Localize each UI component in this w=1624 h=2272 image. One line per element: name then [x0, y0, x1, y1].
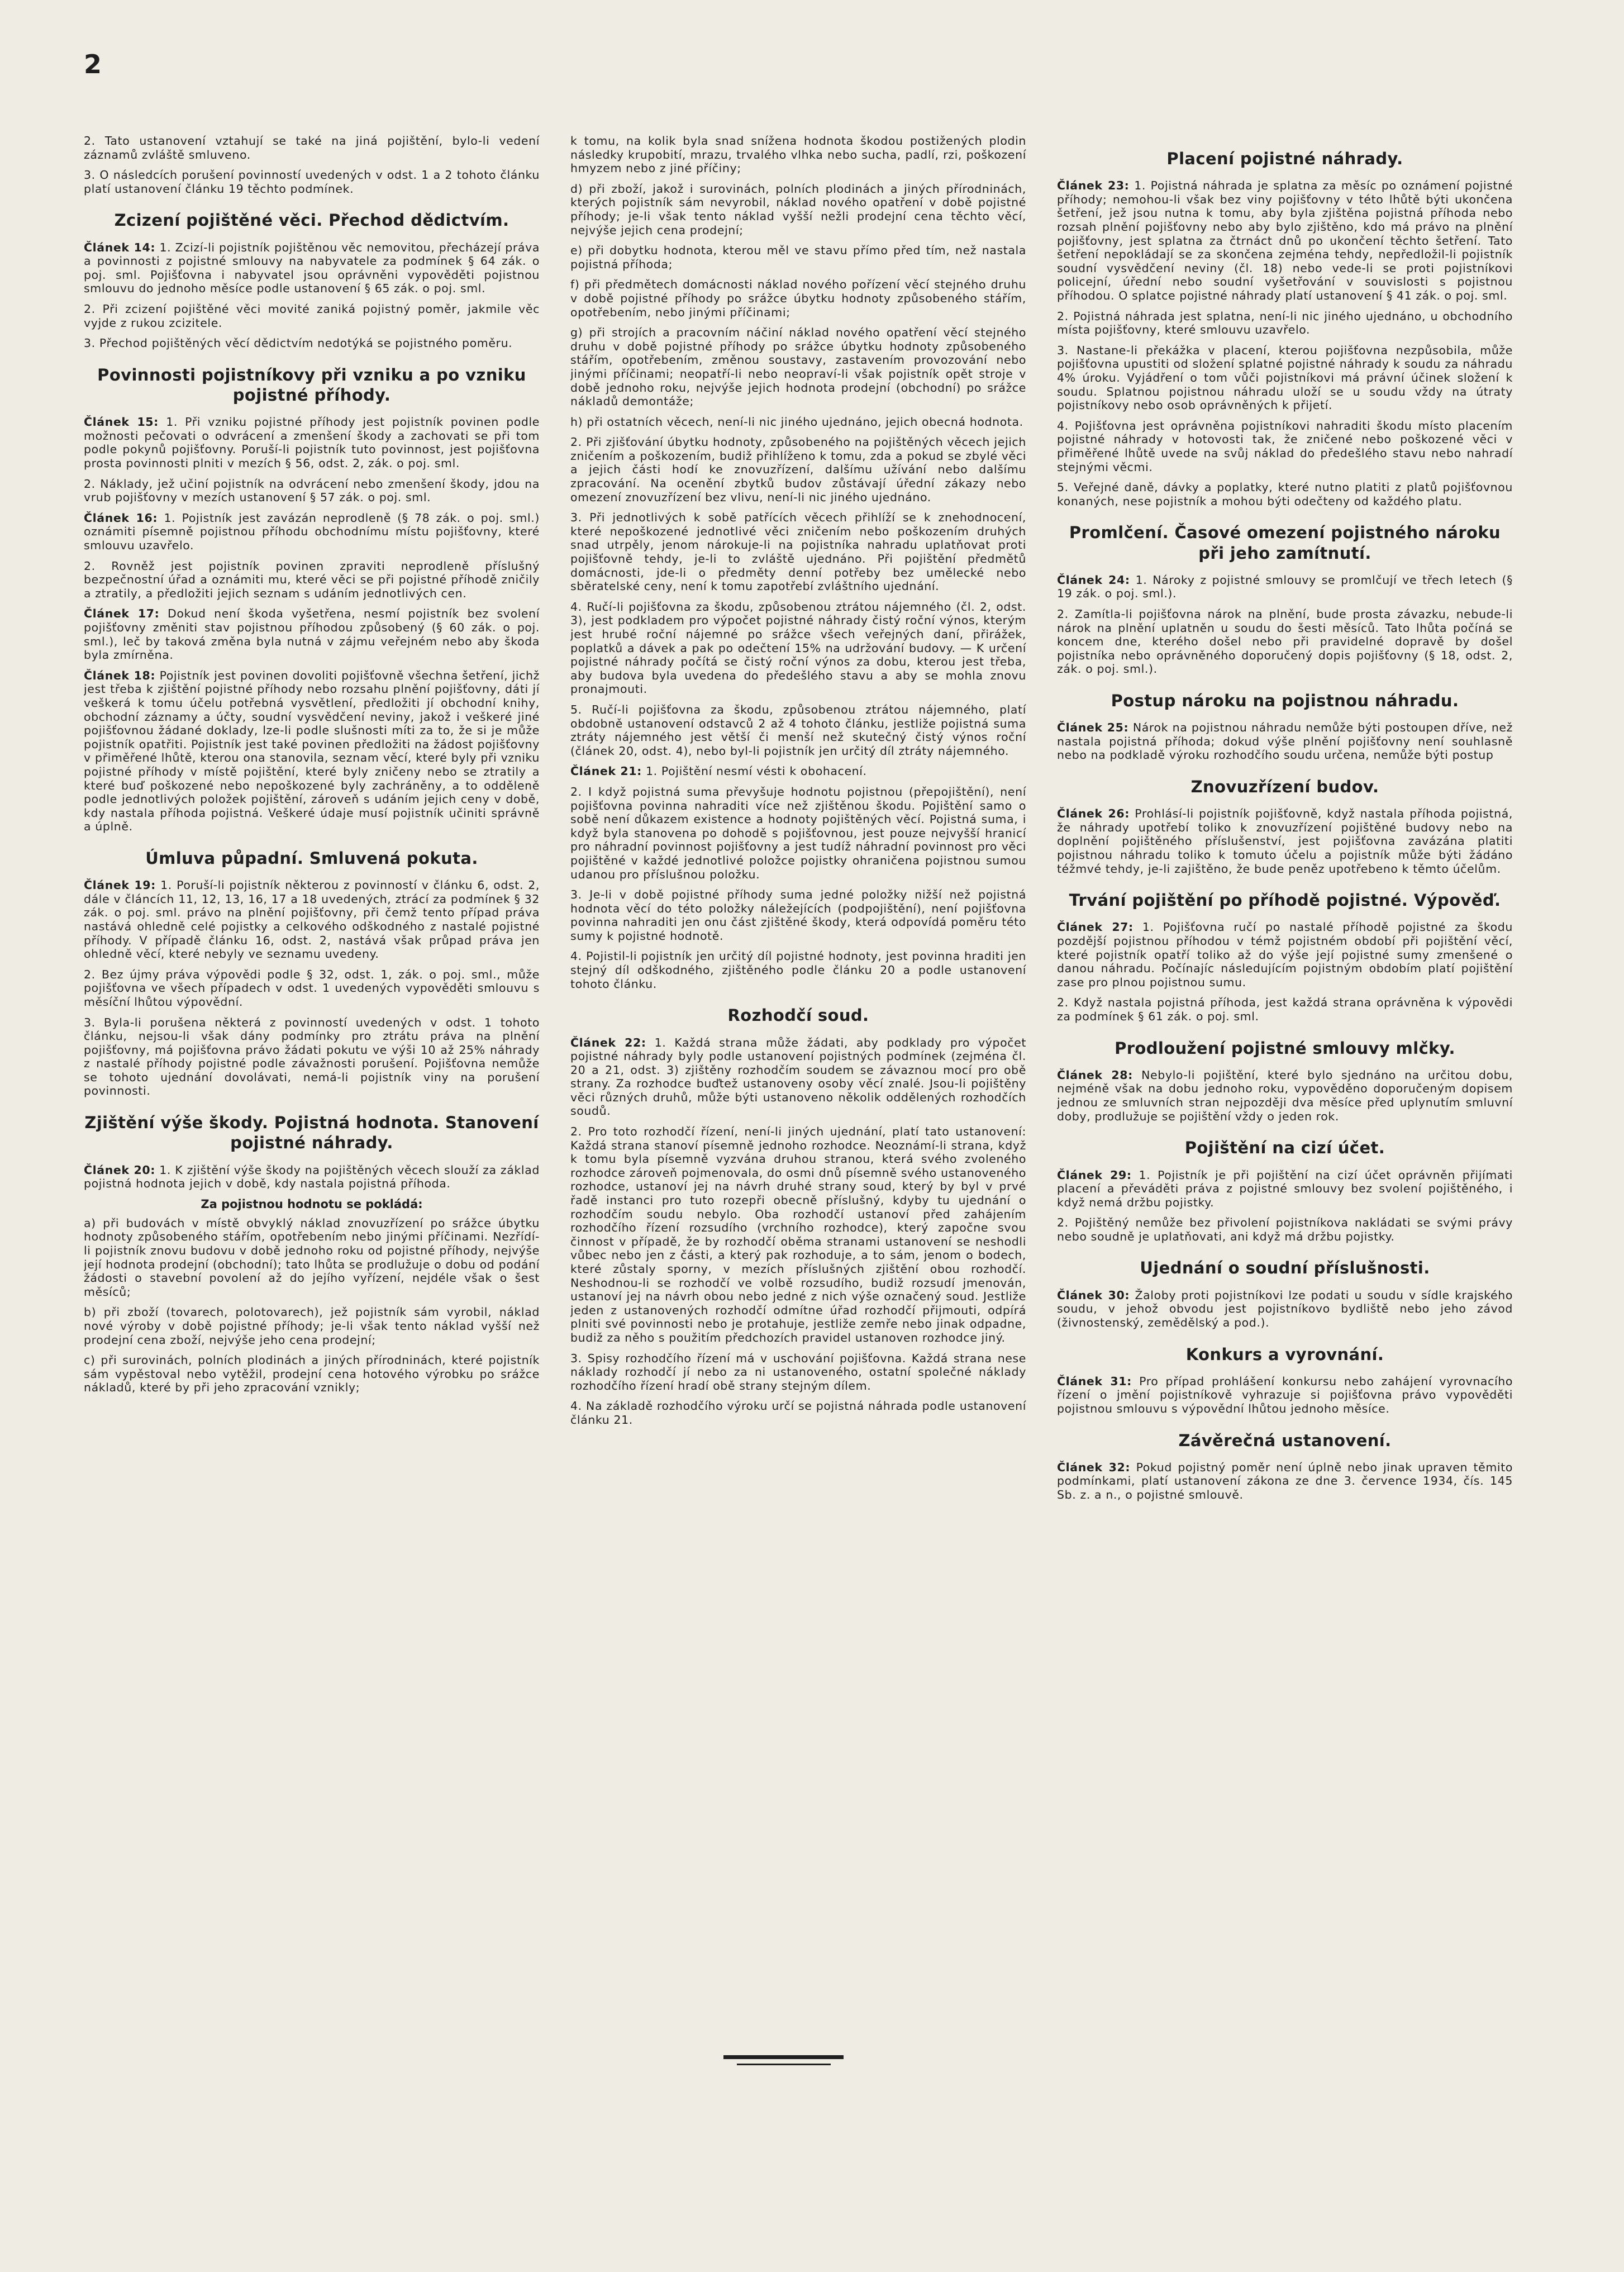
paragraph: a) při budovách v místě obvyklý náklad znovuzřízení po srážce úbytku hodnoty způsobeného stářím, opotřebením nebo jinými příčinami. Nezřídí-li pojistník znovu budovu v době jednoho roku od pojistné příhody, nejvýše její hodnota prodejní (obchodní); tato lhůta se prodlužuje o dobu od podání žádosti o stavební povolení až do jejího vyřízení, nejdéle však o šest měsíců;: [84, 1216, 540, 1299]
paragraph: g) při strojích a pracovním náčiní náklad nového opatření věcí stejného druhu v době pojistné příhody po srážce úbytku hodnoty způsobeného stářím, opotřebením, změnou soustavy, zastavením provozování nebo jinými příčinami; neopatří-li nebo neopraví-li však pojistník opět stroje v době jednoho roku, nejvýše jejich hodnota prodejní (obchodní) po srážce nákladů demontáže;: [570, 326, 1026, 408]
paragraph: b) při zboží (tovarech, polotovarech), jež pojistník sám vyrobil, náklad nové výroby v době pojistné příhody; je-li však tento náklad vyšší než prodejní cena zboží, nejvýše jeho cena prodejní;: [84, 1305, 540, 1347]
article-label: Článek 19:: [84, 878, 156, 892]
paragraph: 5. Veřejné daně, dávky a poplatky, které nutno platiti z platů pojišťovnou konaných, nese pojistník a mohou býti odečteny od každého platu.: [1057, 481, 1513, 508]
paragraph-text: 1. Nároky z pojistné smlouvy se promlčují ve třech letech (§ 19 zák. o poj. sml.).: [1057, 573, 1513, 601]
article-label: Článek 15:: [84, 415, 159, 429]
paragraph: 2. Bez újmy práva výpovědi podle § 32, odst. 1, zák. o poj. sml., může pojišťovna ve všech případech v odst. 1 uvedených vypověděti smlouvu s měsíční lhůtou výpovědní.: [84, 967, 540, 1009]
article-label: Článek 31:: [1057, 1374, 1132, 1388]
paragraph: [84, 878, 540, 961]
paragraph: [84, 669, 540, 834]
paragraph: [1057, 807, 1513, 876]
article-label: Článek 22:: [570, 1035, 646, 1049]
article-label: Článek 30:: [1057, 1288, 1130, 1302]
article-label: Článek 20:: [84, 1163, 156, 1177]
section-heading: Povinnosti pojistníkovy při vzniku a po vzniku pojistné příhody.: [97, 365, 526, 405]
section-heading: Pojištění na cizí účet.: [1184, 1138, 1385, 1158]
paragraph: [84, 1163, 540, 1191]
paragraph: 3. Při jednotlivých k sobě patřících věcech přihlíží se k znehodnocení, které nepoškozené jednotlivé věci zničením nebo poškozením druhých snad utrpěly, jenom nárokuje-li na pojistníka nahradu uplatňovat proti pojišťovně tehdy, je-li to zvláště ujednáno. Při pojištění předmětů domácnosti, jde-li o předměty denní potřeby bez umělecké nebo sběratelské ceny, není k tomu zapotřebí zvláštního ujednání.: [570, 511, 1026, 593]
paragraph: k tomu, na kolik byla snad snížena hodnota škodou postižených plodin následky krupobití, mrazu, trvalého vlhka nebo sucha, padlí, rzi, poškození hmyzem nebo z jiné příčiny;: [570, 134, 1026, 175]
article-label: Článek 25:: [1057, 721, 1129, 735]
paragraph-text: Pro případ prohlášení konkursu nebo zahájení vyrovnacího řízení o jmění pojistníkově vyhrazuje si pojišťovna právo vypověděti pojistnou smlouvu s výpovědní lhůtou jednoho měsíce.: [1057, 1374, 1513, 1415]
subheading: Za pojistnou hodnotu se pokládá:: [201, 1197, 423, 1211]
article-label: Článek 18:: [84, 668, 156, 682]
article-label: Článek 17:: [84, 607, 160, 621]
paragraph: 2. I když pojistná suma převyšuje hodnotu pojistnou (přepojištění), není pojišťovna povinna nahraditi více než zjištěnou škodu. Pojištění samo o sobě není důkazem existence a hodnoty pojištěných věcí. Pojistná suma, i když byla stanovena po dohodě s pojišťovnou, jest pouze nejvyšší hranicí pro náhradní povinnost pojišťovny a jest tudíž náhradní povinnost pro věci pojištěné v každé jednotlivé položce pojistky ohraničena pojistnou sumou udanou pro příslušnou položku.: [570, 785, 1026, 881]
paragraph: 4. Na základě rozhodčího výroku určí se pojistná náhrada podle ustanovení článku 21.: [570, 1399, 1026, 1427]
paragraph: 2. Rovněž jest pojistník povinen zpraviti neprodleně příslušný bezpečnostní úřad a oznámiti mu, které věci se při pojistné příhodě zničily a ztratily, a předložiti jejich seznam s udáním jednotlivých cen.: [84, 559, 540, 600]
paragraph-text: 1. Pojistník jest zavázán neprodleně (§ 78 zák. o poj. sml.) oznámiti písemně pojistnou příhodu obchodnímu místu pojišťovny, které smlouvu uzavřelo.: [84, 511, 540, 553]
paragraph: [1057, 1168, 1513, 1210]
paragraph: 5. Ručí-li pojišťovna za škodu, způsobenou ztrátou nájemného, platí obdobně ustanovení odstavců 2 až 4 tohoto článku, jestliže pojistná suma ztráty nájemného jest větší či menší než skutečný čistý výnos roční (článek 20, odst. 4), nebo byl-li pojistník jen určitý díl ztráty nájemného.: [570, 702, 1026, 758]
paragraph: 2. Zamítla-li pojišťovna nárok na plnění, bude prosta závazku, nebude-li nárok na plnění uplatněn u soudu do šesti měsíců. Tato lhůta počíná se koncem dne, kterého došel nebo při pravidelné dopravě by došel pojistníka nebo oprávněného doporučený dopis pojišťovny (§ 18, odst. 2, zák. o poj. sml.).: [1057, 607, 1513, 676]
paragraph: 3. Nastane-li překážka v placení, kterou pojišťovna nezpůsobila, může pojišťovna upustiti od složení splatné pojistné náhrady k soudu za náhradu 4% úroku. Vyjádření o tom vůči pojistníkovi má právní účinek složení k soudu. Splatnou pojistnou náhradu uloží se u soudu vždy na útraty pojistníkovy nebo osob oprávněných k přijetí.: [1057, 343, 1513, 412]
paragraph: 4. Ručí-li pojišťovna za škodu, způsobenou ztrátou nájemného (čl. 2, odst. 3), jest podkladem pro výpočet pojistné náhrady čistý roční výnos, kterým jest hrubé roční nájemné po srážce všech veřejných daní, přirážek, poplatků a dávek a pak po odečtení 15% na udržování budovy. — K určení pojistné náhrady počítá se čistý roční výnos za dobu, kterou jest třeba, aby budova byla uvedena do předešlého stavu a aby se mohla znovu pronajmouti.: [570, 600, 1026, 696]
paragraph: 3. Je-li v době pojistné příhody suma jedné položky nižší než pojistná hodnota věcí do této položky náležejících (podpojištění), není pojišťovna povinna nahraditi jen onu část zjištěné škody, která odpovídá poměru této sumy k pojistné hodnotě.: [570, 888, 1026, 943]
paragraph: [1057, 1068, 1513, 1123]
article-label: Článek 24:: [1057, 573, 1130, 587]
paragraph: 3. Byla-li porušena některá z povinností uvedených v odst. 1 tohoto článku, nejsou-li však dány podmínky pro ztrátu práva na plnění pojišťovny, má pojišťovna právo žádati pokutu ve výši 10 až 25% náhrady z nastalé příhody pojistné podle závažnosti porušení. Pojišťovna nemůže se tohoto ujednání dovolávati, nemá-li pojistník viny na porušení povinnosti.: [84, 1015, 540, 1098]
column-3: [1057, 134, 1513, 2202]
article-label: Článek 23:: [1057, 179, 1130, 193]
section-heading: Promlčení. Časové omezení pojistného nároku při jeho zamítnutí.: [1069, 523, 1501, 563]
text-columns: [84, 134, 1514, 2224]
paragraph: 2. Při zjišťování úbytku hodnoty, způsobeného na pojištěných věcech jejich zničením a poškozením, budiž přihlíženo k tomu, zda a pokud se zbylé věci a jejich části hodí ke znovuzřízení, dalšímu užívání nebo dalšímu zpracování. Na ocenění zbytků budov zůstávají úřední zákazy nebo omezení znovuzřízení bez vlivu, není-li nic jiného ujednáno.: [570, 435, 1026, 504]
paragraph: [1057, 1289, 1513, 1330]
paragraph: [84, 607, 540, 662]
article-label: Článek 27:: [1057, 920, 1134, 934]
paragraph: e) při dobytku hodnota, kterou měl ve stavu přímo před tím, než nastala pojistná příhoda;: [570, 244, 1026, 271]
article-label: Článek 21:: [570, 764, 642, 778]
article-label: Článek 14:: [84, 240, 156, 254]
section-heading: Postup nároku na pojistnou náhradu.: [1111, 691, 1459, 710]
paragraph-text: 1. Každá strana může žádati, aby podklady pro výpočet pojistné náhrady byly podle ustanovení pojistných podmínek (zejména čl. 20 a 21, odst. 3) zjištěny rozhodčím soudem se závaznou mocí pro obě strany. Za rozhodce buďtež ustanoveny osoby věcí znalé. Jsou-li pojištěny věci různých druhů, může býti ustanoveno několik oddělených rozhodčích soudů.: [570, 1035, 1026, 1118]
paragraph: [1057, 179, 1513, 302]
section-heading: Závěrečná ustanovení.: [1178, 1430, 1392, 1450]
page-number: 2: [84, 49, 102, 79]
paragraph: [1057, 721, 1513, 762]
section-heading: Ujednání o soudní příslušnosti.: [1140, 1258, 1430, 1278]
paragraph: 3. Spisy rozhodčího řízení má v uschování pojišťovna. Každá strana nese náklady rozhodčí jí nebo za ni ustanoveného, ostatní společné náklady rozhodčího řízení hradí obě strany stejným dílem.: [570, 1351, 1026, 1392]
section-heading: Znovuzřízení budov.: [1190, 777, 1379, 796]
paragraph-text: 1. K zjištění výše škody na pojištěných věcech slouží za základ pojistná hodnota jejich v době, kdy nastala pojistná příhoda.: [84, 1163, 540, 1191]
paragraph: 4. Pojišťovna jest oprávněna pojistníkovi nahraditi škodu místo placením pojistné náhrady v hotovosti tak, že zničené nebo poškozené věci v přiměřené lhůtě uvede na svůj náklad do předešlého stavu nebo nahradí stejnými věcmi.: [1057, 419, 1513, 474]
paragraph-text: Prohlásí-li pojistník pojišťovně, když nastala příhoda pojistná, že náhrady upotřebí toliko k znovuzřízení pojištěné budovy nebo na doplnění pojištěného příslušenství, jest pojišťovna zavázána platiti pojistnou náhradu toliko k tomuto účelu a pojistník může býti žádáno téžmvé tehdy, je-li zajištěno, že bude peněz upotřebeno k těmto účelům.: [1057, 807, 1513, 876]
paragraph-text: 1. Při vzniku pojistné příhody jest pojistník povinen podle možnosti pečovati o odvrácení a zmenšení škody a zachovati se při tom podle pokynů pojišťovny. Poruší-li pojistník tuto povinnost, jest pojišťovna prosta povinnosti plniti v mezích § 56, odst. 2, zák. o poj. sml.: [84, 415, 540, 470]
section-heading: Trvání pojištění po příhodě pojistné. Výpověď.: [1069, 891, 1501, 910]
paragraph-text: 1. Pojistník je při pojištění na cizí účet oprávněn přijímati placení a převáděti práva z pojistné smlouvy bez svolení pojištěného, i když nemá držbu pojistky.: [1057, 1168, 1513, 1209]
section-heading: Prodloužení pojistné smlouvy mlčky.: [1115, 1038, 1455, 1058]
section-heading: Placení pojistné náhrady.: [1166, 149, 1403, 168]
paragraph: [84, 415, 540, 470]
section-heading: Konkurs a vyrovnání.: [1185, 1344, 1384, 1364]
paragraph: [570, 764, 1026, 778]
paragraph: 4. Pojistil-li pojistník jen určitý díl pojistné hodnoty, jest povinna hraditi jen stejný díl odškodného, zjištěného podle článku 20 a podle ustanovení tohoto článku.: [570, 949, 1026, 991]
section-heading: Rozhodčí soud.: [727, 1006, 869, 1025]
section-heading: Úmluva půpadní. Smluvená pokuta.: [145, 848, 478, 868]
article-label: Článek 29:: [1057, 1168, 1132, 1182]
paragraph: 3. Přechod pojištěných věcí dědictvím nedotýká se pojistného poměru.: [84, 336, 513, 350]
paragraph: 2. Pojistná náhrada jest splatna, není-li nic jiného ujednáno, u obchodního místa pojišťovny, které smlouvu uzavřelo.: [1057, 309, 1513, 337]
paragraph: f) při předmětech domácnosti náklad nového pořízení věcí stejného druhu v době pojistné příhody po srážce úbytku hodnoty způsobeného stářím, opotřebením, nebo jinými příčinami;: [570, 278, 1026, 319]
paragraph: [1057, 573, 1513, 601]
paragraph-text: Žaloby proti pojistníkovi lze podati u soudu v sídle krajského soudu, v jehož obvodu jest pojistníkovo bydliště nebo jeho závod (živnostenský, zemědělský a pod.).: [1057, 1288, 1513, 1329]
paragraph-text: 1. Pojišťovna ručí po nastalé příhodě pojistné za škodu pozdější pojistnou příhodou v témž pojistném období při pojištění věcí, které pojistník opatří toliko až do výše její pojistné sumy zmenšené o danou náhradu. Počínajíc následujícím pojistným obdobím platí pojištění zase pro plnou pojistnou sumu.: [1057, 920, 1513, 989]
article-label: Článek 28:: [1057, 1068, 1133, 1082]
paragraph: [570, 1036, 1026, 1119]
article-label: Článek 32:: [1057, 1460, 1131, 1474]
end-rule-thin: [737, 2064, 831, 2065]
paragraph-text: Nárok na pojistnou náhradu nemůže býti postoupen dříve, než nastala pojistná příhoda; dokud výše plnění pojišťovny není souhlasně nebo na podkladě výroku rozhodčího soudu určena, nemůže býti postup: [1057, 721, 1513, 762]
article-label: Článek 16:: [84, 511, 158, 525]
section-heading: Zjištění výše škody. Pojistná hodnota. Stanovení pojistné náhrady.: [84, 1113, 539, 1153]
paragraph-text: 1. Zcizí-li pojistník pojištěnou věc nemovitou, přecházejí práva a povinnosti z pojistné smlouvy na nabyvatele za podmínek § 64 zák. o poj. sml. Pojišťovna i nabyvatel jsou oprávněni vypověděti pojistnou smlouvu do jednoho měsíce podle ustanovení § 65 zák. o poj. sml.: [84, 240, 540, 296]
end-rule-thick: [723, 2055, 844, 2059]
paragraph: [84, 511, 540, 553]
paragraph-text: Nebylo-li pojištění, které bylo sjednáno na určitou dobu, nejméně však na dobu jednoho roku, vypověděno doporučeným dopisem jednou ze smluvních stran nejpozději dva měsíce před uplynutím smluvní doby, prodlužuje se pojištění vždy o jeden rok.: [1057, 1068, 1513, 1123]
paragraph: [1057, 1375, 1513, 1416]
paragraph-text: Dokud není škoda vyšetřena, nesmí pojistník bez svolení pojišťovny změniti stav pojistnou příhodou způsobený (§ 60 zák. o poj. sml.), leč by taková změna byla nutná v zájmu veřejném nebo aby škoda byla zmírněna.: [84, 607, 540, 662]
article-label: Článek 26:: [1057, 807, 1130, 821]
paragraph-text: 1. Pojištění nesmí vésti k obohacení.: [646, 764, 867, 778]
paragraph: [1057, 920, 1513, 989]
section-heading: Zcizení pojištěné věci. Přechod dědictvím.: [114, 211, 509, 230]
paragraph: 2. Pojištěný nemůže bez přivolení pojistníkova nakládati se svými právy nebo soudně je uplatňovati, ani když má držbu pojistky.: [1057, 1216, 1513, 1243]
paragraph-text: Pojistník jest povinen dovoliti pojišťovně všechna šetření, jichž jest třeba k zjištění pojistné příhody nebo rozsahu plnění pojišťovny, dáti jí veškerá k tomu účelu potřebná vysvětlení, předložiti jí obchodní knihy, obchodní záznamy a účty, soudní vysvědčení neviny, jakož i veškeré jiné pojišťovnou žádané doklady, lze-li podle slušnosti míti za to, že si je může pojistník opatřiti. Pojistník jest také povinen předložiti na žádost pojišťovny v přiměřené lhůtě, kterou ona stanovila, seznam věcí, které byly při vzniku pojistné příhody v místě pojištění, které byly zničeny nebo se ztratily a které buď poškozené nebo nepoškozené byly zachráněny, a to odděleně podle jednotlivých položek pojištění, zároveň s udáním jejich ceny v době, kdy nastala příhoda pojistná. Veškeré údaje musí pojistník učiniti správně a úplně.: [84, 668, 540, 834]
column-2: [570, 134, 1026, 2202]
paragraph: 2. Náklady, jež učiní pojistník na odvrácení nebo zmenšení škody, jdou na vrub pojišťovny v mezích ustanovení § 57 zák. o poj. sml.: [84, 477, 540, 505]
paragraph: 3. O následcích porušení povinností uvedených v odst. 1 a 2 tohoto článku platí ustanovení článku 19 těchto podmínek.: [84, 168, 540, 196]
end-rule: [723, 2055, 844, 2065]
paragraph-text: Pokud pojistný poměr není úplně nebo jinak upraven těmito podmínkami, platí ustanovení zákona ze dne 3. července 1934, čís. 145 Sb. z. a n., o pojistné smlouvě.: [1057, 1460, 1513, 1501]
paragraph: d) při zboží, jakož i surovinách, polních plodinách a jiných přírodninách, kterých pojistník sám nevyrobil, náklad nového opatření v době pojistné příhody; je-li však tento náklad vyšší nežli prodejní cena těchto věcí, nejvýše jejich cena prodejní;: [570, 182, 1026, 237]
paragraph: 2. Tato ustanovení vztahují se také na jiná pojištění, bylo-li vedení záznamů zvláště smluveno.: [84, 134, 540, 161]
paragraph: [84, 241, 540, 296]
column-1: [84, 134, 540, 2202]
paragraph-text: 1. Pojistná náhrada je splatna za měsíc po oznámení pojistné příhody; nemohou-li však bez viny pojišťovny v této lhůtě býti ukončena šetření, jež jsou nutna k tomu, aby byla zjištěna pojistná příhoda nebo rozsah plnění pojišťovny nebo aby bylo zjištěno, kdo má právo na plnění pojišťovny, jest splatna za čtrnáct dnů po ukončení těchto šetření. Tato šetření nepokládají se za skončena zejména tehdy, nepředložil-li pojistník soudní vysvědčení neviny (čl. 18) nebo vede-li se proti pojistníkovi policejní, úřední nebo soudní vyšetřování v souvislosti s pojistnou příhodou. O splatce pojistné náhrady platí ustanovení § 41 zák. o poj. sml.: [1057, 179, 1513, 302]
paragraph-text: 1. Poruší-li pojistník některou z povinností v článku 6, odst. 2, dále v článcích 11, 12, 13, 16, 17 a 18 uvedených, ztrácí za podmínek § 32 zák. o poj. sml. právo na plnění pojišťovny, při čemž tento případ práva nastává ohledně celé pojistky a celkového odškodného z nastalé pojistné příhody. V případě článku 16, odst. 2, nastává však průpad práva jen ohledně věcí, které nebyly ve seznamu uvedeny.: [84, 878, 540, 961]
paragraph: [1057, 1461, 1513, 1502]
paragraph: 2. Pro toto rozhodčí řízení, není-li jiných ujednání, platí tato ustanovení: Každá strana stanoví písemně jednoho rozhodce. Neoznámí-li strana, když k tomu byla písemně vyzvána druhou stranou, která svého zvoleného rozhodce zároveň pojmenovala, do osmi dnů písemně svého ustanoveného rozhodce, ustanoví jej na návrh druhé strany soud, který by byl v prvé řadě instanci pro tuto rozepři obecně příslušný, kdyby tu ujednání o rozhodčím soudu nebylo. Oba rozhodčí ustanoví před zahájením rozhodčího řízení rozsudího (vrchního rozhodce), který započne svou činnost v případě, že by rozhodčí oběma stranami ustanovení se neshodli vůbec nebo jen z části, a který pak rozhoduje, a to sám, jenom o bodech, které zůstaly sporny, v mezích příslušných zjištění obou rozhodčí. Neshodnou-li se rozhodčí ve volbě rozsudího, budiž rozsudí jmenován, ustanoví jej na návrh obou nebo jedné z nich výše označený soud. Jestliže jeden z ustanovených rozhodčí odmítne úřad rozhodčí přijmouti, odpírá plniti své povinnosti nebo je protahuje, jestliže zemře nebo jinak odpadne, budiž za něho s použitím předchozích pravidel ustanoven rozhodce jiný.: [570, 1125, 1026, 1344]
paragraph: h) při ostatních věcech, není-li nic jiného ujednáno, jejich obecná hodnota.: [570, 415, 1023, 429]
paragraph: 2. Když nastala pojistná příhoda, jest každá strana oprávněna k výpovědi za podmínek § 61 zák. o poj. sml.: [1057, 996, 1513, 1024]
paragraph: c) při surovinách, polních plodinách a jiných přírodninách, které pojistník sám vypěstoval nebo vytěžil, prodejní cena hotového výrobku po srážce nákladů, které by při jeho zpracování vznikly;: [84, 1353, 540, 1395]
paragraph: 2. Při zcizení pojištěné věci movité zaniká pojistný poměr, jakmile věc vyjde z rukou zcizitele.: [84, 302, 540, 330]
